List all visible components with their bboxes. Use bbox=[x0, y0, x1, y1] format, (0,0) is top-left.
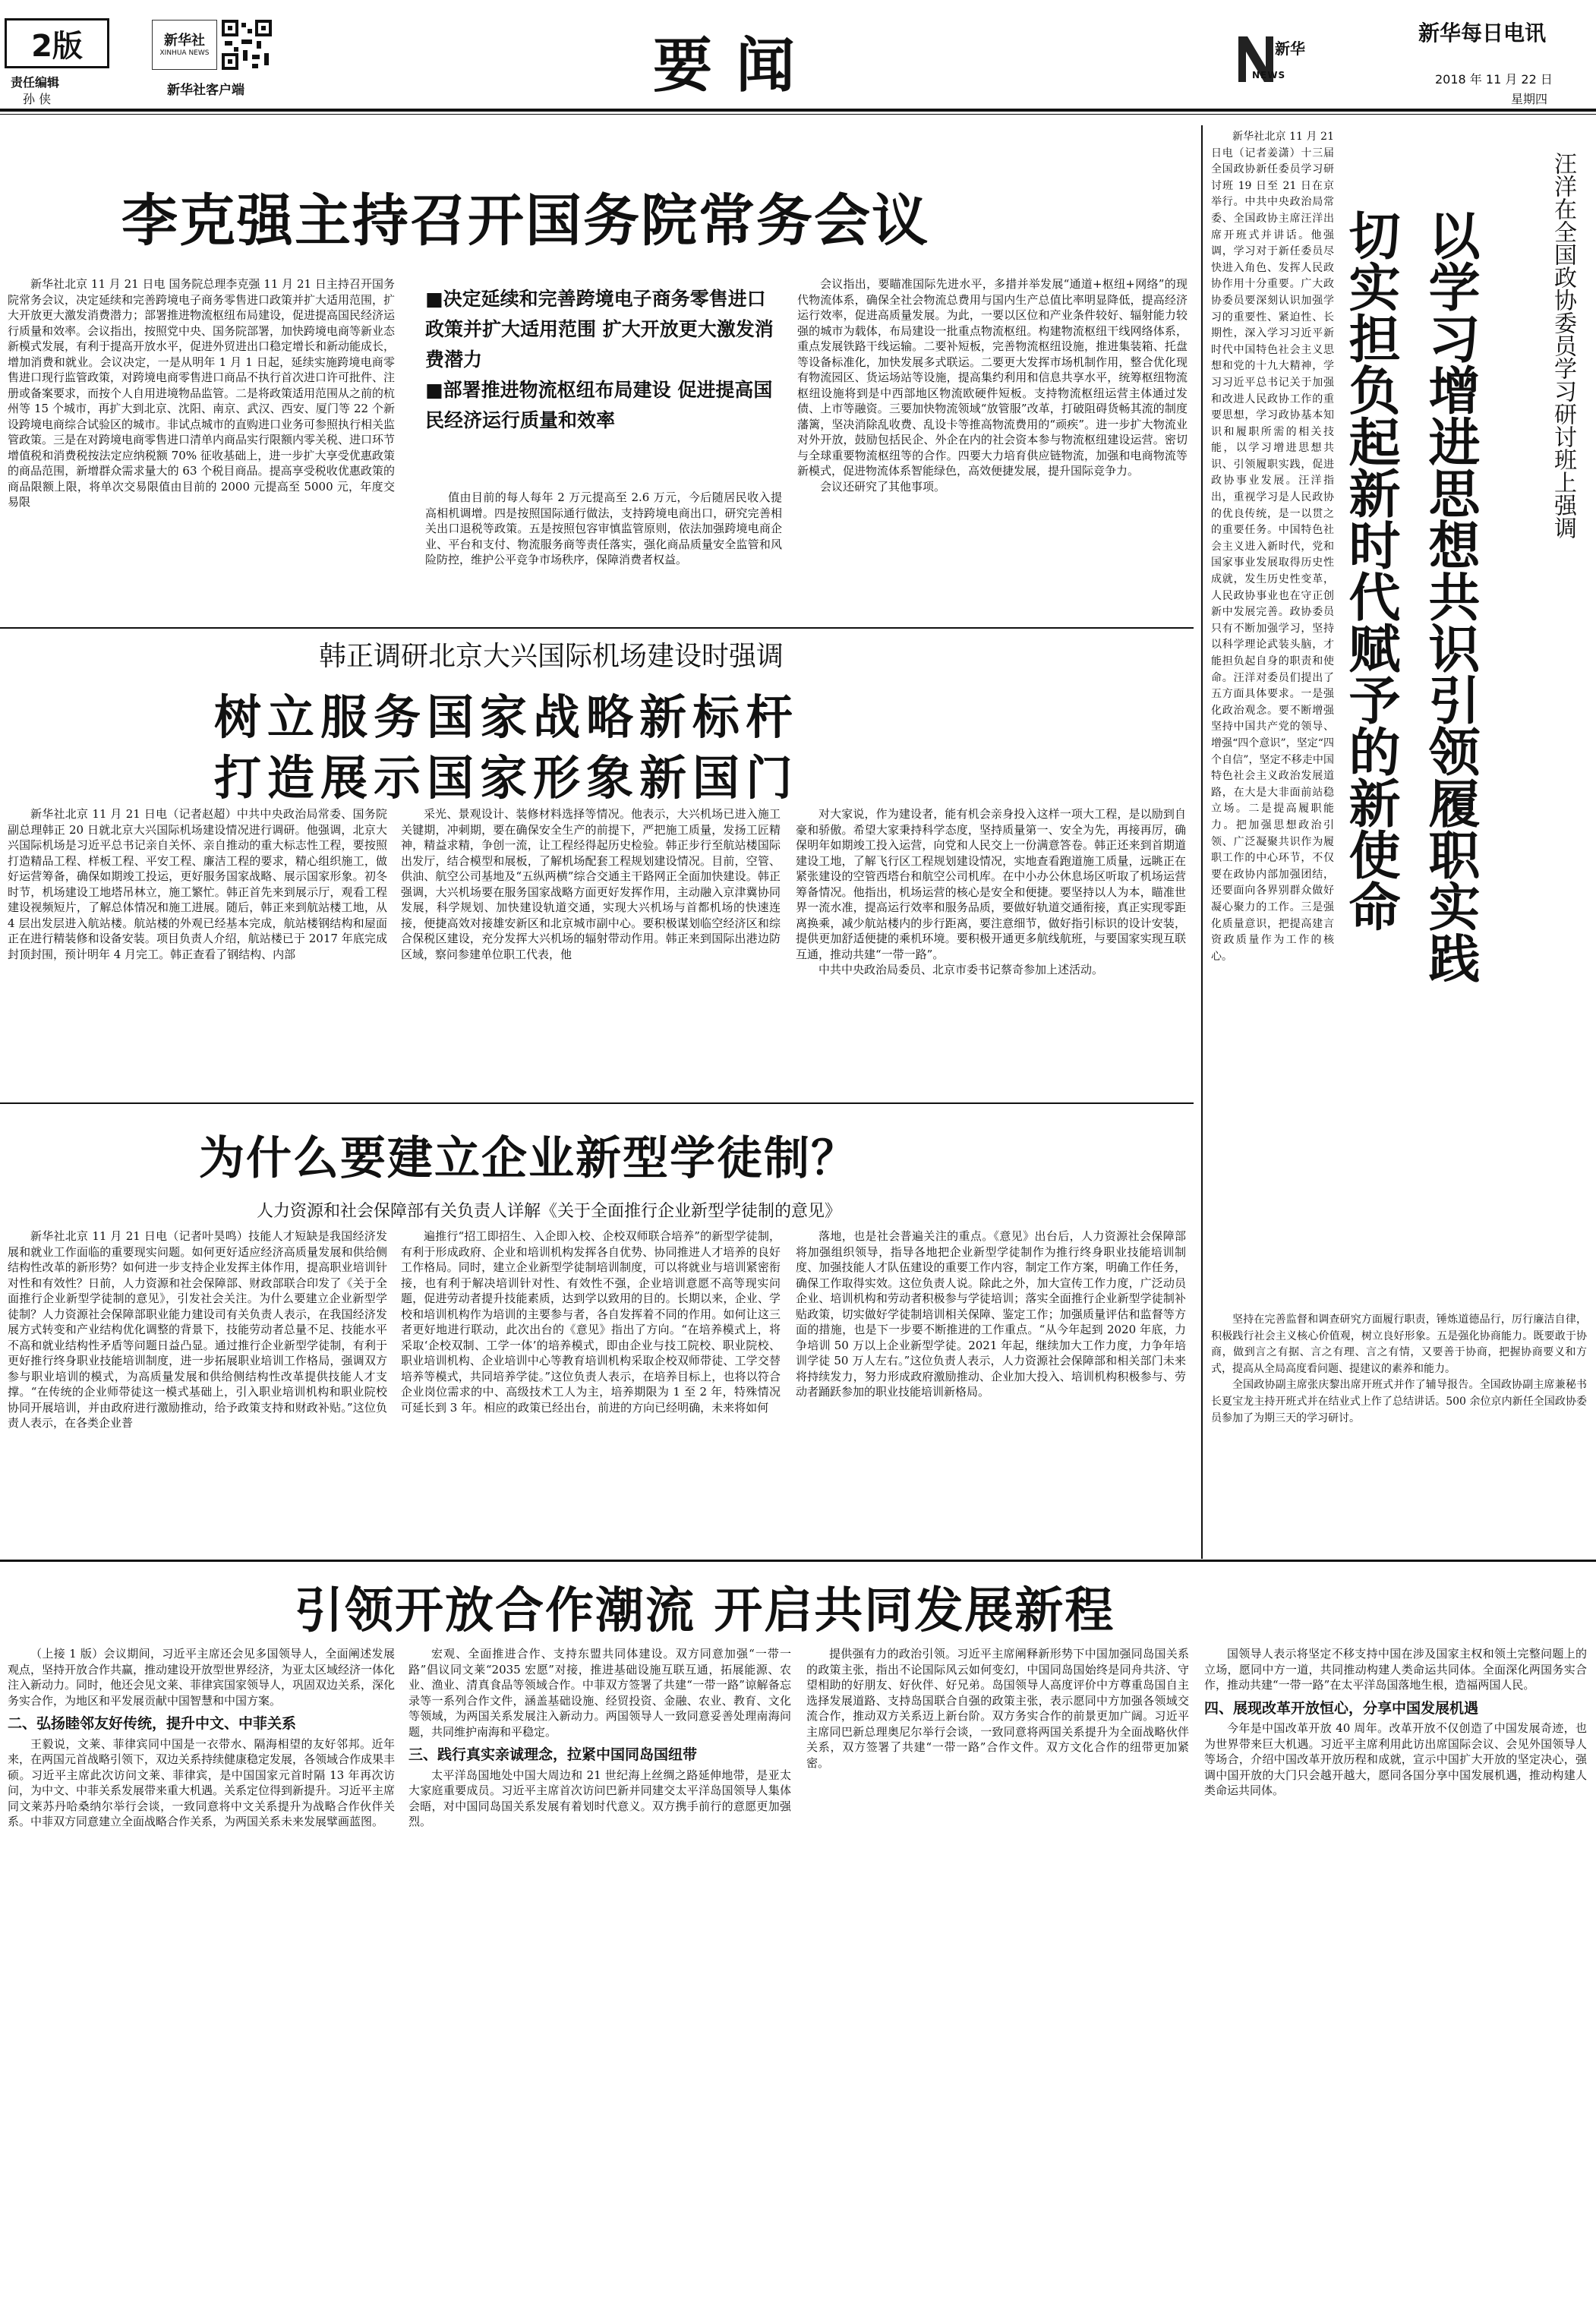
page-number-box bbox=[5, 18, 109, 68]
article4-col1: （上接 1 版）会议期间，习近平主席还会见多国领导人，全面阐述发展观点，坚持开放合作共赢，推动建设开放型世界经济，为亚太区域经济一体化注入新动力。同时，他还会见文莱、菲律宾国家领导人，巩固双边关系，深化务实合作，为地区和平发展贡献中国智慧和中国方案。 二、弘扬睦邻友好传统，提升中文、中菲关系 王毅说，文莱、菲律宾同中国是一衣带水、隔海相望的友好邻邦。近年来，在两国元首战略引领下，双边关系持续健康稳定发展，各领域合作成果丰硕。习近平主席此次访问文莱、菲律宾，是中国国家元首时隔 13 年再次访问，为中文、中菲关系发展带来重大机遇。关系定位得到新提升。习近平主席同文莱苏丹哈桑纳尔举行会谈，一致同意将中文关系提升为战略合作伙伴关系。中菲双方同意建立全面战略合作关系，为两国关系未来发展擘画蓝图。 bbox=[8, 1647, 395, 1828]
article1-summary bbox=[425, 284, 774, 436]
summary-item: ■决定延续和完善跨境电子商务零售进口政策并扩大适用范围 扩大开放更大激发消费潜力 bbox=[425, 288, 774, 371]
article2-col3: 对大家说，作为建设者，能有机会亲身投入这样一项大工程，是以励到自豪和骄傲。希望大家秉持科学态度，坚持质量第一、安全为先，再接再厉，确保明年如期竣工投入运营，向党和人民交上一份满意答卷。韩正还来到首期道建设工地，了解飞行区工程规划建设情况，实地查看跑道施工质量，远眺正在紧张建设的空管西塔台和航空公司机库。在中小办公休息场区听取了机场运营筹备情况。他指出，机场运营的核心是安全和便捷。要坚持以人为本，瞄准世界一流水准，提高运行效率和服务品质，要做好轨道交通衔接，真正实现零距离换乘，减少航站楼内的步行距离，要注意细节，做好指引标识的设计安装，提供更加舒适便捷的乘机环境。要积极开通更多航线航班，与要国家实现互联互通，推动共建“一带一路”。 中共中央政治局委员、北京市委书记蔡奇参加上述活动。 bbox=[796, 807, 1186, 976]
summary-item: ■部署推进物流枢纽布局建设 促进提高国民经济运行质量和效率 bbox=[425, 379, 773, 431]
article2-col1: 新华社北京 11 月 21 日电（记者赵超）中共中央政治局常委、国务院副总理韩正 20 日就北京大兴国际机场建设情况进行调研。他强调，北京大兴国际机场是习近平总书记亲自关怀、亲自推动的重大标志性工程，要按照打造精品工程、样板工程、平安工程、廉洁工程的要求，精心组织施工，做好运营筹备，确保如期竣工投运，更好服务国家战略、展示国家形象。初冬时节，机场建设工地塔吊林立，施工繁忙。韩正首先来到展示厅，观看工程建设视频短片，了解总体情况和施工进展。随后，韩正来到航站楼工地，从 4 层出发层进入航站楼。航站楼的外观已经基本完成，航站楼钢结构和屋面正在进行精装修和设备安装。项目负责人介绍，航站楼已于 2017 年底完成封顶封围，预计明年 4 月完工。韩正查看了钢结构、内部 bbox=[8, 807, 387, 961]
client-logo-en: XINHUA NEWS bbox=[159, 49, 210, 57]
client-logo-text: 新华社 bbox=[164, 33, 205, 49]
article1-col3: 会议指出，要瞄准国际先进水平，多措并举发展“通道+枢纽+网络”的现代物流体系，确保全社会物流总费用与国内生产总值比率明显降低，提高经济运行效率，促进高质量发展。为此，一要以区位和产业条件较好、辐射能力较强的城市为载体，布局建设一批重点物流枢纽。构建物流枢纽干线网络体系，重点发展铁路干线运输。二要补短板，完善物流枢纽设施，推进集装箱、托盘等设备标准化，加快发展多式联运。二要更大发挥市场机制作用，整合优化现有物流园区、货运场站等设施，提高集约利用和信息共享水平，统筹枢纽物流枢纽设施将到是中西部地区物流欧硬件短板。支持物流枢纽运营主体通过发债、上市等融资。三要加快物流领域“放管服”改革，打破阻碍货畅其流的制度藩篱，坚决消除乱收费、乱设卡等推高物流费用的“顽疾”。进一步扩大物流业对外开放，鼓励包括民企、外企在内的社会资本参与物流枢纽建设运营。密切与全球重要物流枢纽等的合作。四要大力培育供应链物流，加强和电商物流等新模式，促进物流体系智能绿色，高效便捷发展，提升国际竞争力。 会议还研究了其他事项。 bbox=[797, 277, 1188, 494]
article4-col3: 提供强有力的政治引领。习近平主席阐释新形势下中国加强同岛国关系的政策主张，指出不论国际风云如何变幻，中国同岛国始终是同舟共济、守望相助的好朋友、好伙伴、好兄弟。岛国领导人高度评价中方尊重岛国自主选择发展道路、支持岛国联合自强的政策主张，表示愿同中方加强各领域交流合作，推动双方关系迈上新台阶。双方务实合作的前景更加广阔。习近平主席同巴新总理奥尼尔举行会谈，一致同意将两国关系提升为全面战略伙伴关系，双方签署了共建“一带一路”合作文件。双方文化合作的纽带更加紧密。 bbox=[806, 1647, 1189, 1770]
article1-col1: 新华社北京 11 月 21 日电 国务院总理李克强 11 月 21 日主持召开国务院常务会议，决定延续和完善跨境电子商务零售进口政策并扩大适用范围，扩大开放更大激发消费潜力；部署推进物流枢纽布局建设，促进提高国民经济运行质量和效率。会议指出，按照党中央、国务院部署，加快跨境电商等新业态新模式发展，有利于提高开放水平，促进外贸进出口稳定增长和新动能成长，增加消费和就业。会议决定，一是从明年 1 月 1 日起，延续实施跨境电商零售进口现行监管政策，对跨境电商零售进口商品不执行首次进口许可批件、注册或备案要求，而按个人自用进境物品监管。二是将政策适用范围从之前的杭州等 15 个城市，再扩大到北京、沈阳、南京、武汉、西安、厦门等 22 个新设跨境电商综合试验区的城市。非试点城市的直购进口业务可参照执行相关监管政策。三是在对跨境电商零售进口清单内商品实行限额内零关税、进口环节增值税和消费税按法定应纳税额 70% 征收基础上，进一步扩大享受优惠政策的商品范围，新增群众需求量大的 63 个税目商品。提高享受税收优惠政策的商品限额上限，将单次交易限值由目前的 2000 元提高至 5000 元，年度交易限 bbox=[8, 277, 395, 509]
side-title-line1: 以学习增进思想共识引领履职实践 bbox=[1420, 209, 1480, 983]
article4-col2: 宏观、全面推进合作、支持东盟共同体建设。双方同意加强“一带一路”倡议同文莱“2035 宏愿”对接，推进基础设施互联互通，拓展能源、农业、渔业、清真食品等领域合作。中菲双方签署了共建“一带一路”谅解备忘录等一系列合作文件，涵盖基础设施、经贸投资、金融、农业、教育、文化等领域，为两国关系发展注入新动力。两国领导人一致同意妥善处理南海问题，共同维护南海和平稳定。 三、践行真实亲诚理念，拉紧中国同岛国纽带 太平洋岛国地处中国大周边和 21 世纪海上丝绸之路延伸地带，是亚太大家庭重要成员。习近平主席首次访问巴新并同建交太平洋岛国领导人集体会晤，对中国同岛国关系发展有着划时代意义。双方携手前行的意愿更加强烈。 bbox=[408, 1647, 791, 1828]
article3-title: 为什么要建立企业新型学徒制？ bbox=[199, 1132, 858, 1185]
divider bbox=[0, 627, 1194, 629]
article2-title-line2: 打造展示国家形象新国门 bbox=[214, 750, 800, 806]
article3-col3: 落地，也是社会普遍关注的重点。《意见》出台后，人力资源社会保障部将加强组织领导，指导各地把企业新型学徒制作为推行终身职业技能培训制度、加强技能人才队伍建设的重要工作内容，制定工作方案，明确工作任务，确保工作取得实效。这位负责人说。除此之外，加大宣传工作力度，广泛动员企业、培训机构和劳动者积极参与学徒培训；落实全面推行企业新型学徒制补贴政策，切实做好学徒制培训相关保障、鉴定工作；加强质量评估和监督等方面的措施，也是下一步要不断推进的工作重点。“从今年起到 2020 年底，力争培训 50 万以上企业新型学徒。2021 年起，继续加大工作力度，力争年培训学徒 50 万人左右。”这位负责人表示，人力资源社会保障部和相关部门未来将持续发力，努力形成政府激励推动、企业加大投入、培训机构积极参与、劳动者踊跃参加的职业技能培训新格局。 bbox=[796, 1229, 1186, 1399]
article1-title: 李克强主持召开国务院常务会议 bbox=[121, 188, 929, 254]
issue-date: 2018 年 11 月 22 日 bbox=[1435, 72, 1553, 87]
masthead-rule-thick bbox=[0, 109, 1596, 112]
news-logo-icon bbox=[1235, 29, 1311, 90]
page-number: 2版 bbox=[31, 28, 83, 64]
article3-subtitle: 人力资源和社会保障部有关负责人详解《关于全面推行企业新型学徒制的意见》 bbox=[257, 1202, 842, 1221]
qr-code-icon bbox=[222, 20, 272, 70]
article4-title: 引领开放合作潮流 开启共同发展新程 bbox=[295, 1583, 1115, 1639]
client-caption: 新华社客户端 bbox=[167, 83, 244, 98]
article4-section2-heading: 二、弘扬睦邻友好传统，提升中文、中菲关系 bbox=[8, 1715, 297, 1732]
paper-name: 新华每日电讯 bbox=[1418, 21, 1547, 46]
article1-col2: 值由目前的每人每年 2 万元提高至 2.6 万元，今后随居民收入提高相机调增。四是按照国际通行做法，支持跨境电商出口，研究完善相关出口退税等政策。五是按照包容审慎监管原则，依法加强跨境电商企业、平台和支付、物流服务商等责任落实，强化商品质量安全监管和风险防控，维护公平竞争市场秩序，保障消费者权益。 bbox=[425, 490, 782, 566]
article4-col4: 国领导人表示将坚定不移支持中国在涉及国家主权和领土完整问题上的立场，愿同中方一道，共同推动构建人类命运共同体。全面深化两国务实合作，推动共建“一带一路”在太平洋岛国落地生根，造福两国人民。 四、展现改革开放恒心，分享中国发展机遇 今年是中国改革开放 40 周年。改革开放不仅创造了中国发展奇迹，也为世界带来巨大机遇。习近平主席利用此访出席国际会议、会见外国领导人等场合，介绍中国改革开放历程和成就，宣示中国扩大开放的坚定决心，强调中国开放的大门只会越开越大，愿同各国分享中国发展机遇，推动构建人类命运共同体。 bbox=[1204, 1647, 1587, 1797]
side-text-top: 新华社北京 11 月 21 日电（记者姜潇）十三届全国政协新任委员学习研讨班 19 日至 21 日在京举行。中共中央政治局常委、全国政协主席汪洋出席开班式并讲话。他强调，学习对于新任委员尽快进入角色、发挥人民政协作用十分重要。广大政协委员要深刻认识加强学习的重要性、紧迫性、长期性，深入学习习近平新时代中国特色社会主义思想和党的十九大精神，学习习近平总书记关于加强和改进人民政协工作的重要思想，学习政协基本知识和履职所需的相关技能，以学习增进思想共识、引领履职实践，促进政协事业发展。汪洋指出，重视学习是人民政协的优良传统，是一以贯之的重要任务。中国特色社会主义进入新时代，党和国家事业发展取得历史性成就，发生历史性变革，人民政协事业也在守正创新中发展完善。政协委员只有不断加强学习，坚持以科学理论武装头脑，才能担负起自身的职责和使命。汪洋对委员们提出了五方面具体要求。一是强化政治观念。要不断增强坚持中国共产党的领导、增强“四个意识”，坚定“四个自信”，坚定不移走中国特色社会主义政治发展道路，在大是大非面前站稳立场。二是提高履职能力。把加强思想政治引领、广泛凝聚共识作为履职工作的中心环节，不仅要在政协内部加强团结，还要面向各界别群众做好凝心聚力的工作。三是强化质量意识，把提高建言资政质量作为工作的核心。 bbox=[1211, 131, 1334, 963]
issue-weekday: 星期四 bbox=[1511, 92, 1548, 106]
editor-label: 责任编辑 bbox=[11, 75, 60, 90]
article1-end: 会议还研究了其他事项。 bbox=[820, 479, 946, 494]
section-title: 要 闻 bbox=[653, 32, 797, 100]
editor-name: 孙 侠 bbox=[23, 92, 52, 106]
masthead-rule-thin bbox=[0, 114, 1596, 115]
divider bbox=[0, 1102, 1194, 1104]
side-text-bottom: 坚持在完善监督和调查研究方面履行职责，锤炼道德品行，厉行廉洁自律，积极践行社会主义核心价值观，树立良好形象。五是强化协商能力。既要敢于协商，做到言之有据、言之有理、言之有情，又要善于协商，把握协商要义和方式，提高从全局高度看问题、提建议的素养和能力。 全国政协副主席张庆黎出席开班式并作了辅导报告。全国政协副主席兼秘书长夏宝龙主持开班式并在结业式上作了总结讲话。500 余位京内新任全国政协委员参加了为期三天的学习研讨。 bbox=[1211, 1312, 1587, 1547]
article3-col2: 遍推行“招工即招生、入企即入校、企校双师联合培养”的新型学徒制，有利于形成政府、企业和培训机构发挥各自优势、协同推进人才培养的良好工作格局。同时，建立企业新型学徒制培训制度，可以将就业与培训紧密衔接，也有利于解决培训针对性、有效性不强，企业培训意愿不高等现实问题，促进劳动者提升技能素质，达到学以致用的目的。长期以来，企业、学校和培训机构作为培训的主要参与者，各自发挥着不同的作用。如何让这三者更好地进行联动，此次出台的《意见》指出了方向。“在培养模式上，将采取‘企校双制、工学一体’的培养模式，即由企业与技工院校、职业院校、职业培训机构、企业培训中心等教育培训机构采取企校双师带徒、工学交替培养等模式，共同培养学徒。”这位负责人表示，在培养目标上，也将以符合企业岗位需求的中、高级技术工人为主，培养期限为 1 至 2 年，特殊情况可延长到 3 年。相应的政策已经出台，前进的方向已经明确，未来将如何 bbox=[401, 1229, 781, 1415]
side-kicker: 汪洋在全国政协委员学习研讨班上强调 bbox=[1550, 152, 1576, 539]
xinhua-client-logo bbox=[152, 20, 217, 70]
article2-col2: 采光、景观设计、装修材料选择等情况。他表示，大兴机场已进入施工关键期，冲刺期，要在确保安全生产的前提下，严把施工质量，发扬工匠精神，精益求精，争创一流，让工程经得起历史检验。韩正步行至航站楼国际出发厅，结合模型和展板，了解机场配套工程规划建设情况。目前，空管、供油、航空公司基地及“五纵两横”综合交通主干路网正全面加快建设。韩正强调，大兴机场要在服务国家战略方面更好发挥作用，主动融入京津冀协同发展，科学规划、加快建设轨道交通，实现大兴机场与首都机场的快速连接，便捷高效对接雄安新区和北京城市副中心。要积极谋划临空经济区和综合保税区建设，充分发挥大兴机场的辐射带动作用。韩正来到国际出港边防区域，察问参建单位职工代表，他 bbox=[401, 807, 781, 961]
article3-col1: 新华社北京 11 月 21 日电（记者叶昊鸣）技能人才短缺是我国经济发展和就业工作面临的重要现实问题。如何更好适应经济高质量发展和供给侧结构性改革的新形势？如何进一步支持企业发挥主体作用，提高职业培训针对性和有效性？日前，人力资源和社会保障部、财政部联合印发了《关于全面推行企业新型学徒制的意见》，引发社会关注。为什么要建立企业新型学徒制？人力资源社会保障部职业能力建设司有关负责人表示，在我国经济发展方式转变和产业结构优化调整的背景下，技能劳动者总量不足、技能水平不高和就业结构性矛盾等问题日益凸显。通过推行企业新型学徒制，有利于更好推行终身职业技能培训制度，进一步拓展职业培训工作格局，强调双方参与职业培训的模式，为高质量发展和供给侧结构性改革提供技能人才支撑。“在传统的企业师带徒这一模式基础上，引入职业培训机构和职业院校协同开展培训，并由政府进行激励推动，给予政策支持和财政补贴。”这位负责人表示，在各类企业普 bbox=[8, 1229, 387, 1430]
article2-end: 中共中央政治局委员、北京市委书记蔡奇参加上述活动。 bbox=[819, 963, 1104, 976]
side-divider bbox=[1201, 125, 1203, 1559]
logo-text: 新华 bbox=[1275, 39, 1305, 58]
article2-kicker: 韩正调研北京大兴国际机场建设时强调 bbox=[319, 641, 784, 672]
logo-en: NEWS bbox=[1252, 70, 1286, 80]
article4-section4-heading: 四、展现改革开放恒心，分享中国发展机遇 bbox=[1204, 1699, 1479, 1717]
article4-section3-heading: 三、践行真实亲诚理念，拉紧中国同岛国纽带 bbox=[408, 1746, 698, 1763]
side-article-end: 全国政协副主席张庆黎出席开班式并作了辅导报告。全国政协副主席兼秘书长夏宝龙主持开班式并在结业式上作了总结讲话。500 余位京内新任全国政协委员参加了为期三天的学习研讨。 bbox=[1211, 1379, 1587, 1424]
side-title-line2: 切实担负起新时代赋予的新使命 bbox=[1340, 209, 1400, 932]
divider bbox=[0, 1560, 1596, 1562]
article2-title-line1: 树立服务国家战略新标杆 bbox=[214, 689, 800, 745]
